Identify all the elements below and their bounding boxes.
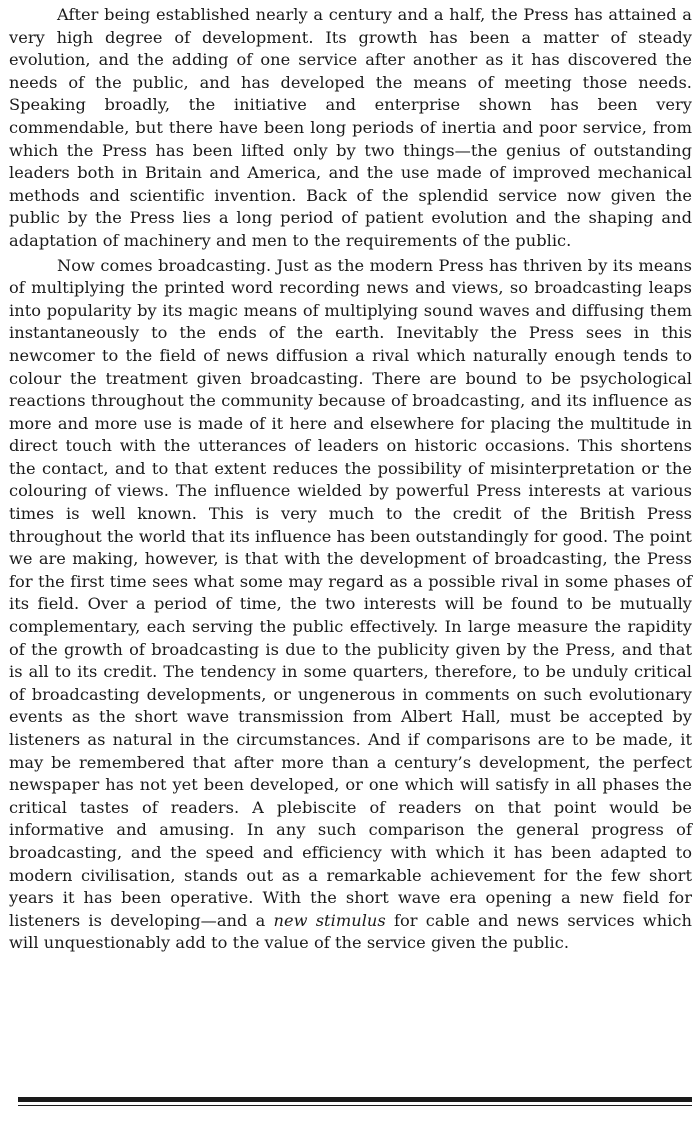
closing-rule-thin [18, 1105, 692, 1106]
paragraph-broadcasting [9, 255, 692, 955]
closing-rule-thick [18, 1097, 692, 1102]
paragraph-broadcasting-text-before: Now comes broadcasting. Just as the modern Press has thriven by its means of multiplying the printed word recording news and views, so broadcasting leaps into popularity by its magic means of multiplying sound waves and diffusing them instantaneously to the ends of the earth. Inevitably the Press sees in this newcomer to the field of news diffusion a rival which naturally enough tends to colour the treatment given broadcasting. There are bound to be psychological reactions throughout the community because of broadcasting, and its influence as more and more use is made of it here and elsewhere for placing the multitude in direct touch with the utterances of leaders on historic occasions. This shortens the contact, and to that extent reduces the possibility of misinterpretation or the colouring of views. The influence wielded by powerful Press interests at various times is well known. This is very much to the credit of the British Press throughout the world that its influence has been outstandingly for good. The point we are making, however, is that with the development of broadcasting, the Press for the first time sees what some may regard as a possible rival in some phases of its field. Over a period of time, the two interests will be found to be mutually complementary, each serving the public effectively. In large measure the rapidity of the growth of broadcasting is due to the publicity given by the Press, and that is all to its credit. The tendency in some quarters, therefore, to be unduly critical of broadcasting developments, or ungenerous in comments on such evolutionary events as the short wave transmission from Albert Hall, must be accepted by listeners as natural in the circumstances. And if comparisons are to be made, it may be remembered that after more than a century’s development, the perfect newspaper has not yet been developed, or one which will satisfy in all phases the critical tastes of readers. A plebiscite of readers on that point would be informative and amusing. In any such comparison the general progress of broadcasting, and the speed and efficiency with which it has been adapted to modern civilisation, stands out as a remarkable achievement for the few short years it has been operative. With the short wave era opening a new field for listeners is developing—and a [9, 255, 692, 930]
paragraph-press-development: After being established nearly a century and a half, the Press has attained a very high degree of development. Its growth has been a matter of steady evolution, and the adding of one service after another as it has discovered the needs of the public, and has developed the means of meeting those needs. Speaking broadly, the initiative and enterprise shown has been very commendable, but there have been long periods of inertia and poor service, from which the Press has been lifted only by two things—the genius of outstanding leaders both in Britain and America, and the use made of improved mechanical methods and scientific invention. Back of the splendid service now given the public by the Press lies a long period of patient evolution and the shaping and adaptation of machinery and men to the requirements of the public. [9, 5, 692, 250]
paragraph-broadcasting-text-after: for cable and news services which will unquestionably add to the value of the service given the public. [9, 910, 693, 953]
article-body [9, 4, 692, 955]
emphasis-new-stimulus: new stimulus [273, 910, 386, 930]
closing-rule [18, 1097, 692, 1106]
